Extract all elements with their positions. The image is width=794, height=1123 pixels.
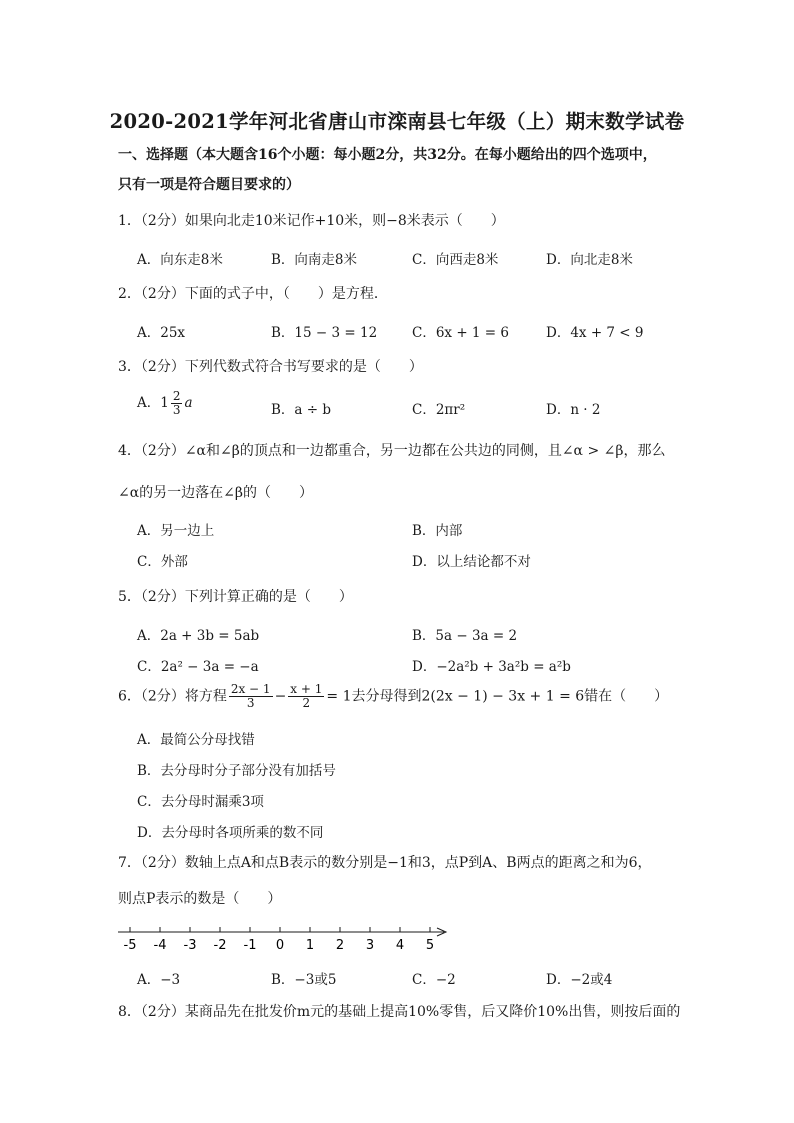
question-7-option-b: B．−3或5 [271,972,337,988]
question-4-option-a: A．另一边上 [137,523,215,539]
question-6-suffix: = 1去分母得到2(2x − 1) − 3x + 1 = 6错在（ ） [326,688,669,705]
number-line-tick-label: -4 [153,938,167,953]
number-line-tick-label: 0 [275,938,285,953]
question-1-stem: 1．（2分）如果向北走10米记作+10米，则−8米表示（ ） [118,213,505,229]
question-3-option-a-fraction [171,390,183,417]
exam-title: 2020-2021学年河北省唐山市滦南县七年级（上）期末数学试卷 [109,110,685,133]
question-5-option-b: B．5a − 3a = 2 [412,628,518,644]
question-4-option-b: B．内部 [412,523,463,539]
fraction-numerator: x + 1 [290,682,323,696]
number-line-tick-label: 1 [305,938,315,953]
question-6-minus: − [274,688,287,705]
question-1-option-a: A．向东走8米 [137,252,223,268]
question-2-option-b: B．15 − 3 = 12 [271,325,378,341]
question-3-option-b: B．a ÷ b [271,402,332,418]
number-line [118,922,458,962]
question-6-stem [118,683,668,710]
question-1-option-b: B．向南走8米 [271,252,358,268]
question-4-stem-line1: 4．（2分）∠α和∠β的顶点和一边都重合，另一边都在公共边的同侧，且∠α > ∠β，那么 [118,443,666,459]
question-2-option-a: A．25x [137,325,186,341]
question-6-option-d: D．去分母时各项所乘的数不同 [137,825,324,841]
number-line-tick-label: 2 [335,938,345,953]
number-line-tick-label: -5 [123,938,137,953]
question-7-option-d: D．−2或4 [546,972,613,988]
section-heading [118,140,688,200]
question-2-option-d: D．4x + 7 < 9 [546,325,644,341]
fraction-denominator: 3 [172,403,181,417]
question-5-option-c: C．2a² − 3a = −a [137,659,259,675]
question-3-option-a-label: A． [137,395,161,411]
question-6-fraction-2 [288,683,324,710]
question-4-option-d: D．以上结论都不对 [412,554,531,570]
section-heading-line2: 只有一项是符合题目要求的） [118,177,300,193]
question-6-prefix: 6．（2分）将方程 [118,688,227,705]
question-2-option-c: C．6x + 1 = 6 [412,325,509,341]
section-heading-line1: 一、选择题（本大题含16个小题：每小题2分，共32分。在每小题给出的四个选项中， [118,147,657,163]
question-3-stem: 3．（2分）下列代数式符合书写要求的是（ ） [118,359,423,375]
question-7-stem-line1: 7．（2分）数轴上点A和点B表示的数分别是−1和3，点P到A、B两点的距离之和为6， [118,855,652,871]
question-6-option-a: A．最简公分母找错 [137,732,255,748]
fraction-denominator: 2 [302,696,311,710]
question-3-option-a [137,390,193,417]
question-3-option-d: D．n · 2 [546,402,601,418]
question-1-option-c: C．向西走8米 [412,252,499,268]
question-8-stem: 8．（2分）某商品先在批发价m元的基础上提高10%零售，后又降价10%出售，则按后面的 [118,1004,681,1020]
question-3-option-a-whole: 1 [160,395,169,411]
question-1-option-d: D．向北走8米 [546,252,633,268]
number-line-tick-label: 4 [395,938,405,953]
question-5-option-a: A．2a + 3b = 5ab [137,628,260,644]
number-line-tick-label: 5 [425,938,435,953]
question-4-option-c: C．外部 [137,554,188,570]
question-7-stem-line2: 则点P表示的数是（ ） [118,891,282,907]
number-line-tick-label: 3 [365,938,375,953]
question-6-fraction-1 [229,683,273,710]
number-line-tick-label: -3 [183,938,197,953]
question-5-option-d: D．−2a²b + 3a²b = a²b [412,659,571,675]
number-line-tick-label: -1 [243,938,257,953]
fraction-denominator: 3 [246,696,255,710]
fraction-numerator: 2x − 1 [230,682,271,696]
question-5-stem: 5．（2分）下列计算正确的是（ ） [118,589,353,605]
question-2-stem: 2．（2分）下面的式子中，（ ）是方程． [118,286,388,302]
question-6-option-c: C．去分母时漏乘3项 [137,794,264,810]
number-line-tick-label: -2 [213,938,227,953]
question-3-option-c: C．2πr² [412,402,466,418]
question-6-option-b: B．去分母时分子部分没有加括号 [137,763,336,779]
question-7-option-a: A．−3 [137,972,181,988]
question-7-option-c: C．−2 [412,972,456,988]
fraction-numerator: 2 [172,389,181,403]
question-4-stem-line2: ∠α的另一边落在∠β的（ ） [118,485,314,501]
question-3-option-a-var: a [184,395,193,411]
